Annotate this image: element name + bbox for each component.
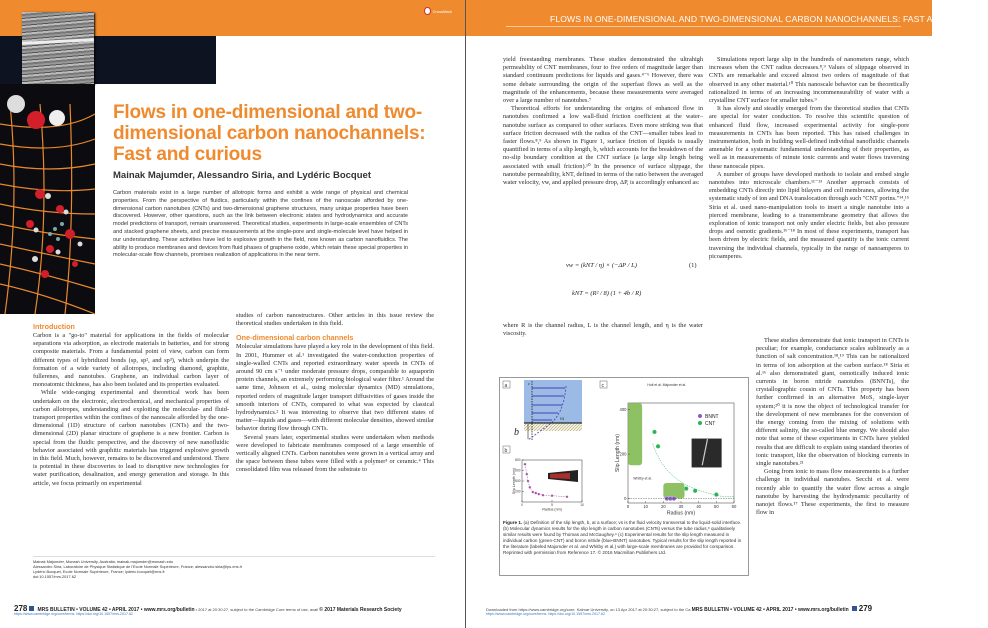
- data-point-cnt: [684, 486, 688, 490]
- y-tick-label: 400: [515, 479, 521, 484]
- data-point-md: [532, 491, 535, 494]
- x-tick-label: 20: [660, 504, 666, 510]
- affiliation: Alessandro Siria, Laboratoire de Physique Statistique de l'Ecole Normale Supérieure, France; alessandro.siria@lps.ens.fr: [33, 564, 243, 569]
- paragraph: Carbon is a "go-to" material for applications in the fields of molecular separations via adsorption, as electrode materials in batteries, and for strong composite materials. From a fundamental point of view, carbon can form different types of hybridized bonds (sp, sp², and sp³), which underpin the formation of a wide variety of allotropes, including diamond, graphite, fullerenes, and nanotubes. Graphene, an individual carbon layer of monoatomic thickness, has also been isolated and its properties evaluated.: [33, 332, 229, 389]
- legend-label-bnnt: BNNT: [705, 414, 719, 420]
- annotation-holt-majumder: Holt et al. Majumder et al.: [647, 383, 687, 387]
- x-tick-label: 5: [551, 503, 553, 508]
- data-point-md: [527, 480, 530, 483]
- solid-surface: [524, 423, 582, 431]
- right-page: [466, 0, 988, 628]
- article-title: Flows in one-dimensional and two-dimensional carbon nanochannels: Fast and curious: [113, 102, 426, 165]
- vs-symbol: vs: [560, 417, 565, 422]
- data-point-md: [542, 494, 545, 497]
- left-column-2: [236, 312, 434, 475]
- journal-footer: MRS BULLETIN • VOLUME 42 • APRIL 2017 • www.mrs.org/bulletin: [37, 607, 195, 613]
- data-point-md: [529, 486, 532, 489]
- download-note: Downloaded from https://www.cambridge.org/core. Kalmar University, on 13 Apr 2017 at 20:30:27, subject to the Ca: [486, 607, 691, 612]
- legend-marker-bnnt: [698, 414, 702, 418]
- panel-b-label: b: [504, 448, 508, 454]
- copyright: © 2017 Materials Research Society: [319, 607, 402, 613]
- equation-2: kNT = (R² / 8) (1 + 4b / R): [572, 290, 642, 297]
- data-point-cnt: [714, 492, 718, 496]
- equation-1: vw = (kNT / η) × (−ΔP / L): [566, 262, 637, 269]
- running-head: FLOWS IN ONE-DIMENSIONAL AND TWO-DIMENSIONAL CARBON NANOCHANNELS: FAST AND CURIOUS: [550, 14, 988, 24]
- x-tick-label: 10: [580, 503, 584, 508]
- paragraph: Theoretical efforts for understanding the origins of enhanced flow in nanotubes confirmed a low wall-fluid friction coefficient at the water–nanotube surface as compared to other surfaces. Even more striking was that surface friction decreased with the radius of the CNT—smaller tubes lead to faster flows.⁸,⁹ As shown in Figure 1, surface friction of liquids is usually quantified in terms of a slip length, b, which accounts for the breakdown of the no-slip boundary condition at the CNT surface (a large slip length being associated with small friction).¹⁰ In the presence of surface slippage, the nanotube permeability, kNT, defined in terms of the ratio between the averaged water velocity, vw, and applied pressure drop, ΔP, is accordingly enhanced as:: [503, 105, 703, 187]
- right-column-1: [503, 56, 703, 187]
- footnote-divider: [33, 556, 435, 557]
- chart-c: [615, 383, 737, 517]
- square-icon: [29, 606, 34, 611]
- sem-image: [22, 12, 94, 84]
- download-note: r 2017 at 20:30:27, subject to the Cambridge Core terms of use, avail: [195, 607, 319, 612]
- section-heading-one-dimensional: One-dimensional carbon channels: [236, 333, 354, 343]
- article-abstract: Carbon materials exist in a large number of allotropic forms and exhibit a wide range of physical and chemical properties. From the perspective of fluidics, particularly within the confines of the nanoscale afforded by one-dimensional carbon nanotubes (CNTs) and two-dimensional graphene structures, many unique properties have been discovered. However, other questions, such as the link between electronic states and hydrodynamics and accurate model predictions of transport, remain unanswered. Theoretical studies, experiments in large-scale ensembles of CNTs and stacked graphene sheets, and precise measurements at the single-pore and single-molecule level have helped in our understanding. These activities have led to explosive growth in the field, now known as carbon nanofluidics. The ability to produce membranes and devices from fluid phases of graphene oxide, which retain these special properties in molecular-scale flow channels, promises realization of applications in the near term.: [113, 190, 408, 259]
- x-tick-label: 60: [731, 504, 737, 510]
- right-column-1-after-eq: [503, 322, 703, 338]
- right-column-2: [709, 56, 909, 261]
- crossmark-icon: [424, 7, 431, 15]
- affiliation: Lydéric Bocquet, Ecole Normale Supérieure, France; lyderic.bocquet@ens.fr: [33, 569, 165, 574]
- x-tick-label: 0: [626, 504, 630, 510]
- y-tick-label: 200: [619, 451, 627, 457]
- data-point-md: [551, 494, 554, 497]
- author-affiliations: [33, 559, 293, 579]
- paragraph: Molecular simulations have played a key role in the development of this field. In 2001, Hummer et al.¹ investigated the water-conduction properties of single-walled CNTs and reported extraordinary water speeds in CNTs of around 90 cm s⁻¹ under moderate pressure drops, comparable to aquaporin protein channels, an extremely performing biological water filter.¹ Around the same time, Johnson et al., using molecular dynamics (MD) simulations, reported orders of magnitude larger transport diffusivities of gases inside the smooth interiors of CNTs, compared to what was expected by classical hydrodynamics.² It was interesting to observe that two different states of matter—liquids and gases—with different molecular densities, showed similar behavior during flow through CNTs.: [236, 343, 434, 433]
- crossmark-label: CrossMark: [432, 8, 452, 14]
- x-tick-label: 40: [696, 504, 702, 510]
- section-heading-introduction: Introduction: [33, 322, 75, 331]
- x-tick-label: 30: [678, 504, 684, 510]
- page-number: 279: [858, 604, 873, 613]
- paragraph: where R is the channel radius, L is the channel length, and η is the water viscosity.: [503, 322, 703, 338]
- legend-label-cnt: CNT: [705, 421, 716, 427]
- y-tick-label: 0: [624, 495, 627, 501]
- panel-a-label: a: [504, 383, 508, 389]
- paragraph: While wide-ranging experimental and theoretical work has been undertaken on the electronic, electrochemical, and mechanical properties of carbon allotropes, understanding and exploiting the molecular- and fluid-transport properties within the confines of the nanoscale afforded by the one-dimensional (1D) structure of carbon nanotubes (CNTs) and the two-dimensional (2D) planar structure of graphene is a new frontier. Carbon is special from the fluidic perspective, and the discovery of new nanofluidic behavior associated with graphitic materials has triggered explosive growth in this field. Much, however, remains to be discovered and understood. There is potential in these discoveries to lead to disruptive new technologies for water purification, desalination, and energy generation and storage. In this article, we focus primarily on experimental: [33, 389, 229, 487]
- x-axis-label: Radius (nm): [542, 507, 562, 512]
- paragraph: Simulations report large slip in the hundreds of nanometers range, which increases when the CNT radius decreases.⁸,⁹ Values of slippage observed in CNTs are remarkable and exceed almost two orders of magnitude of that observed in any other material.¹⁰ This nanoscale behavior can be theoretically rationalized in terms of an increasing incommensurability of water with a crystalline CNT surface for smaller tubes.⁹: [709, 56, 909, 105]
- series-fit-line: [525, 464, 567, 497]
- y-axis-label: Slip Length (nm): [511, 467, 516, 495]
- paragraph: Several years later, experimental studies were undertaken when methods were developed to fabricate membranes composed of a large ensemble of vertically aligned CNTs. Carbon nanotubes were grown in a vertical array and the space between these tubes were filled with a polymer³ or ceramic.⁴ This consolidated film was released from the substrate to: [236, 433, 434, 474]
- y-tick-label: 600: [515, 468, 521, 473]
- data-point-cnt: [656, 444, 660, 448]
- nanotube-illustration: [0, 84, 95, 314]
- paragraph: These studies demonstrate that ionic transport in CNTs is peculiar; for example, conductance scales sublinearly as a function of salt concentration.¹⁸,¹⁹ This can be rationalized in terms of ion adsorption at the carbon surface.¹⁸ Siria et al.¹⁶ also demonstrated giant, osmotically induced ionic currents in boron nitride nanotubes (BNNTs), the crystallographic cousin of CNTs. This property has been further confirmed in an alternative MoS₂ single-layer system;²⁰ it is now the object of technological transfer for the development of new membranes for the conversion of the energy coming from the mixing of solutions with different salinity, the so-called blue energy. We should also note that some of these experiments in CNTs have yielded results that are difficult to explain using standard theories of ionic transport, like the observation of blocking currents in single nanotubes.²¹: [756, 337, 909, 468]
- affiliation: Mainak Majumder, Monash University, Australia; mainak.majumder@monash.edu: [33, 559, 174, 564]
- figure-1-graphics: [500, 378, 748, 521]
- z-axis-symbol: z: [528, 381, 530, 386]
- figure-caption-text: (a) Definition of the slip length, b, at a surface; vs is the fluid velocity transversal to the liquid-solid interface. (b) Molecular dynamics results for the slip length in carbon nanotubes (CNTs) versus the tube radius,⁸ qualitatively similar results were found by Thomas and McGaughey.⁹ (c) Experimental results for the slip length measured in individual carbon (green-CNT) and boron nitride (blue-BNNT) nanotubes. Typical results for the slip length reported in the literature (labeled Majumder et al. and Whitby et al.) with large-scale membranes are provided for comparison. Reprinted with permission from Reference 17. © 2016 Macmillan Publishers Ltd.: [503, 520, 742, 556]
- data-point-md: [524, 463, 527, 466]
- data-point-md: [535, 492, 538, 495]
- y-tick-label: 400: [619, 407, 627, 413]
- data-point-md: [566, 495, 569, 498]
- data-point-md: [538, 493, 541, 496]
- y-axis-label: Slip Length (nm): [614, 433, 621, 473]
- y-tick-label: 800: [515, 458, 521, 463]
- paragraph: yield freestanding membranes. These studies demonstrated the ultrahigh permeability of CNT membranes, four to five orders of magnitude larger than standard continuum predictions for liquids and gases.⁴⁻⁶ However, there was some debate surrounding the origin of the superfast flows as well as the magnitude of the enhancements, because these measurements were averaged over a large number of nanotubes.⁷: [503, 56, 703, 105]
- right-column-2-wrap: [756, 337, 909, 517]
- figure-1-caption: [503, 520, 743, 557]
- legend-marker-cnt: [698, 421, 702, 425]
- paragraph: It has slowly and steadily emerged from the theoretical studies that CNTs are special for water conduction. To resolve this scientific question of enhanced fluid flow, increased experimental activity for single-pore measurements in CNTs has been reported. This has raised challenges in instrumentation, both in building well-defined individual nanofluidic channels amenable for a systematic fundamental understanding of their properties, as well as in measurements of minute ionic currents and water flows traversing these nanoscale pipes.: [709, 105, 909, 170]
- equation-1-number: (1): [689, 262, 697, 269]
- running-head-rule: [506, 26, 901, 27]
- terms-link[interactable]: https://www.cambridge.org/core/terms. https://doi.org/10.1557/mrs.2017.62: [14, 612, 134, 616]
- data-point-md: [526, 473, 529, 476]
- terms-link[interactable]: https://www.cambridge.org/core/terms. https://doi.org/10.1557/mrs.2017.62: [486, 612, 606, 616]
- paragraph: studies of carbon nanostructures. Other articles in this issue review the theoretical studies undertaken in this field.: [236, 312, 434, 328]
- b-symbol: b: [514, 427, 519, 438]
- x-tick-label: 10: [643, 504, 649, 510]
- page-number: 278: [14, 604, 28, 613]
- article-authors: Mainak Majumder, Alessandro Siria, and Lydéric Bocquet: [113, 170, 371, 181]
- left-page: [0, 0, 466, 628]
- doi: doi:10.1557/mrs.2017.62: [33, 574, 77, 579]
- chart-b: [512, 458, 584, 511]
- y-tick-label: 200: [515, 489, 521, 494]
- annotation-whitby: Whitby et al.: [633, 476, 652, 481]
- x-tick-label: 50: [713, 504, 719, 510]
- literature-band: [628, 403, 642, 465]
- journal-footer: MRS BULLETIN • VOLUME 42 • APRIL 2017 • www.mrs.org/bulletin: [691, 607, 849, 613]
- paragraph: A number of groups have developed methods to isolate and embed single nanotubes into microscale chambers.¹¹⁻¹³ Another approach consists of embedding CNTs directly into lipid bilayers and cell membranes, allowing the systematic study of ion and DNA translocation through such "CNT porins."¹⁴,¹⁵ Siria et al. used nano-manipulation tools to insert a single nanotube into a pierced membrane, leading to a transmembrane geometry that allows the exploration of ionic transport not only under electric fields, but also pressure drops and osmotic gradients.¹⁶⁻¹⁸ In most of these experiments, transport has been driven by electric fields, and the measured quantity is the ionic current traversing the individual channels, typically in the range of nanoamperes to picoamperes.: [709, 170, 909, 260]
- water-in-cone: [550, 473, 570, 479]
- x-tick-label: 0: [521, 503, 523, 508]
- panel-c-label: c: [601, 383, 604, 389]
- left-column-1: [33, 320, 229, 488]
- data-point-cnt: [652, 430, 656, 434]
- paragraph: Going from ionic to mass flow measurements is a further challenge in individual nanotubes. Secchi et al. were recently able to quantify the water flow across a single nanotube by harvesting the hydrodynamic peculiarity of nanojet flows.¹⁷ These experiments, the first to measure flow in: [756, 468, 909, 517]
- figure-caption-label: Figure 1.: [503, 520, 523, 525]
- square-icon: [852, 606, 857, 611]
- crossmark-badge[interactable]: [424, 6, 452, 16]
- x-axis-label: Radius (nm): [666, 510, 696, 517]
- fluid-region: [524, 380, 582, 423]
